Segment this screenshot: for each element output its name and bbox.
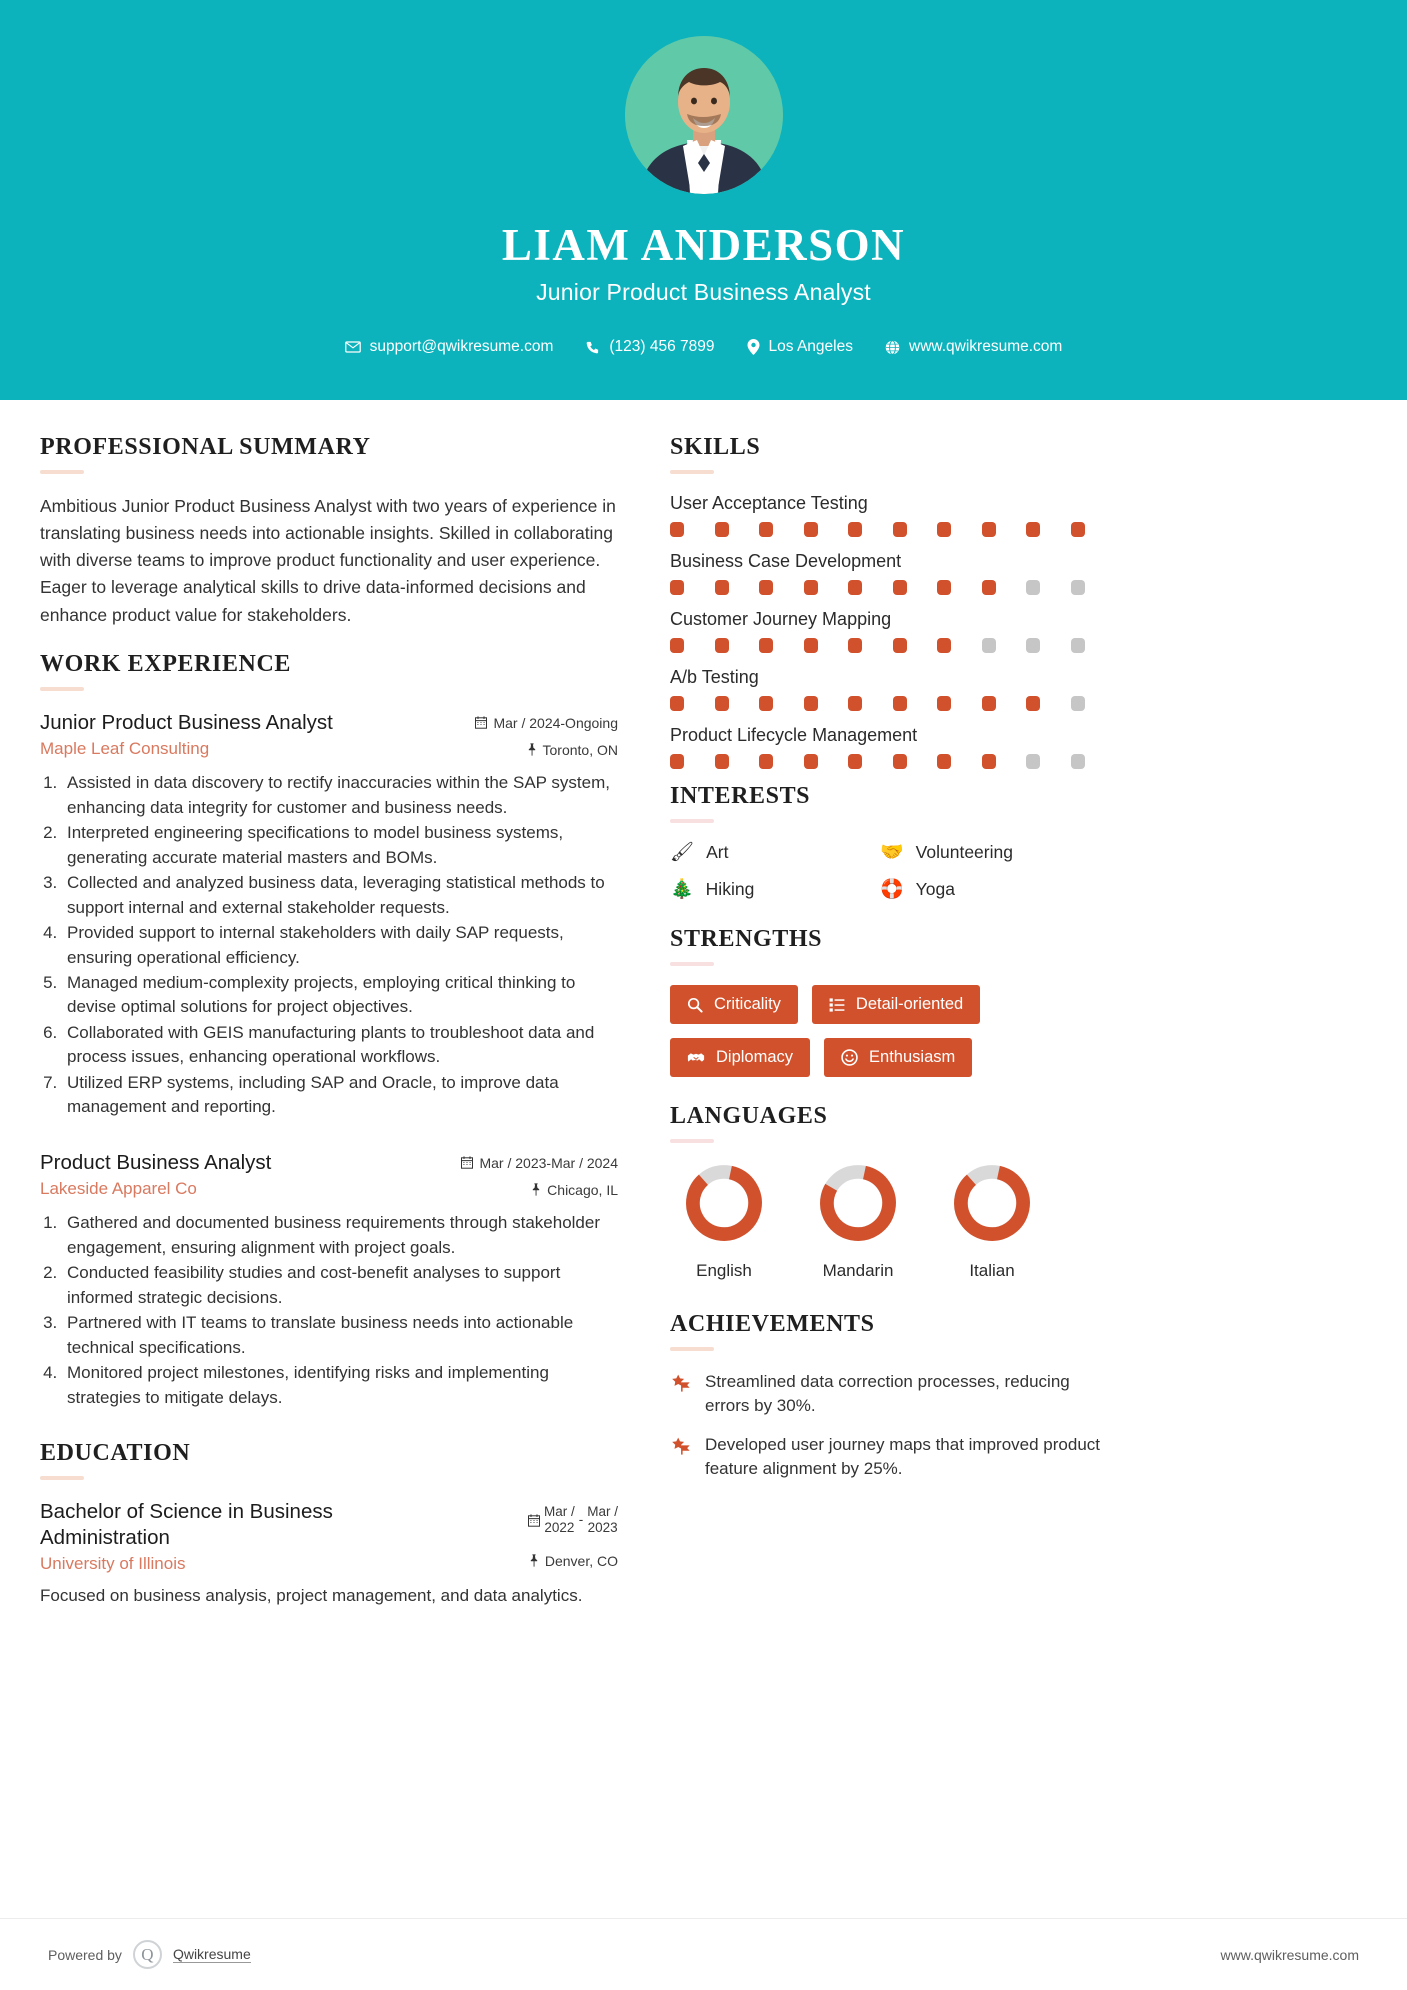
resume-body [0,400,1407,1920]
interest-item [880,879,1090,900]
skill-dot [982,638,996,653]
calendar-icon [461,1156,473,1169]
list-icon [829,997,845,1013]
languages-list [670,1162,1280,1281]
map-pin-icon [527,743,537,756]
job-company: Maple Leaf Consulting [40,739,210,759]
interest-label: Volunteering [915,842,1013,862]
skill-dot [982,696,996,711]
interests-heading: INTERESTS [670,783,811,809]
page-title: LIAM ANDERSON [501,220,906,270]
phone-icon [585,340,600,355]
contact-bar [329,338,1079,356]
education-start-year: 2022 [544,1520,575,1536]
skill-dot [982,522,996,537]
section-rule [670,819,714,823]
skill-label: Business Case Development [670,551,902,571]
job-bullet: 4. Provided support to internal stakeholders with daily SAP requests, ensuring operational efficiency. [62,921,618,970]
brand-link[interactable]: Qwikresume [172,1946,251,1962]
smiley-icon [841,1049,858,1066]
interest-label: Art [706,842,729,862]
skill-label: Product Lifecycle Management [670,725,918,745]
section-strengths [670,926,1280,1077]
job-bullets [40,1211,618,1410]
job-bullet: 2. Interpreted engineering specifications to model business systems, generating accurate material masters and BOMs. [62,821,618,870]
skill-dot [1071,696,1085,711]
skill-dot [848,638,862,653]
location-pin-icon [747,339,760,355]
language-item [944,1162,1040,1281]
skill-dot [670,580,684,595]
skill-dot [1026,754,1040,769]
avatar-photo [625,36,783,194]
language-item [676,1162,772,1281]
skill-level-meter [670,522,1085,537]
skill-dot [1026,638,1040,653]
achievement-text: Streamlined data correction processes, reducing errors by 30%. [705,1372,1070,1416]
education-end-year: 2023 [587,1520,618,1536]
section-skills [670,434,1280,769]
job-bullet: 1. Gathered and documented business requirements through stakeholder engagement, ensuring alignment with project goals. [62,1211,618,1260]
skill-row [670,493,1280,537]
section-rule [670,1139,714,1143]
section-rule [40,470,84,474]
skill-dot [804,754,818,769]
skill-dot [1071,522,1085,537]
achievements-heading: ACHIEVEMENTS [670,1311,875,1337]
paintbrush-icon: 🖌 [670,842,695,863]
skill-dot [759,696,773,711]
star-badge-icon [670,1373,691,1418]
education-dates [528,1504,618,1536]
education-note: Focused on business analysis, project management, and data analytics. [40,1586,583,1606]
skill-dot [804,638,818,653]
work-entry [40,1150,618,1410]
job-company: Lakeside Apparel Co [40,1179,197,1199]
job-bullet: 6. Collaborated with GEIS manufacturing plants to troubleshoot data and process issues, enhancing operational workflows. [62,1021,618,1070]
envelope-icon [345,339,361,355]
skill-dot [848,580,862,595]
skill-label: Customer Journey Mapping [670,609,892,629]
qwikresume-logo-icon: Q [133,1940,162,1969]
education-date-separator: - [578,1512,584,1528]
education-school: University of Illinois [40,1554,186,1574]
skill-dot [1071,580,1085,595]
interest-item [670,842,880,863]
calendar-icon [475,716,487,729]
skill-dot [759,638,773,653]
achievement-text: Developed user journey maps that improved product feature alignment by 25%. [705,1435,1100,1479]
section-rule [40,1476,84,1480]
interests-grid [670,842,1090,900]
skill-row [670,609,1280,653]
skill-dot [804,522,818,537]
strength-criticality [670,985,798,1024]
job-location-text: Chicago, IL [547,1181,618,1198]
skill-dot [848,754,862,769]
contact-website-text: www.qwikresume.com [909,338,1063,355]
skill-level-meter [670,638,1085,653]
skill-dot [893,580,907,595]
skill-label: User Acceptance Testing [670,493,868,513]
job-bullet: 4. Monitored project milestones, identifying risks and implementing strategies to mitigate delays. [62,1361,618,1410]
interest-label: Yoga [915,879,955,899]
education-heading: EDUCATION [40,1440,191,1467]
job-location [475,742,618,758]
interest-label: Hiking [705,879,755,899]
education-start-month: Mar / [543,1504,575,1520]
language-label: Italian [969,1261,1015,1280]
calendar-icon [528,1514,540,1527]
education-location [528,1553,618,1569]
summary-heading: PROFESSIONAL SUMMARY [40,434,371,460]
education-start-date [544,1504,575,1536]
skill-row [670,551,1280,595]
skill-dot [1026,696,1040,711]
section-achievements [670,1311,1280,1482]
footer-website[interactable]: www.qwikresume.com [1220,1946,1359,1963]
skill-row [670,725,1280,769]
strength-label: Enthusiasm [869,1048,956,1066]
skill-dot [670,754,684,769]
section-rule [670,1347,714,1351]
map-pin-icon [531,1183,541,1196]
contact-email[interactable] [329,338,570,356]
job-dates-text: Mar / 2023-Mar / 2024 [479,1154,618,1171]
strength-label: Criticality [714,995,781,1013]
globe-icon [885,340,900,355]
achievement-item [670,1433,1100,1481]
skill-dot [937,754,951,769]
interest-item [670,879,880,900]
education-end-month: Mar / [587,1504,618,1520]
skill-dot [715,580,729,595]
skill-level-meter [670,580,1085,595]
job-bullet: 5. Managed medium-complexity projects, employing critical thinking to devise optimal solutions for project objectives. [62,971,618,1020]
section-interests [670,783,1280,900]
skill-dot [937,522,951,537]
strength-detail-oriented [812,985,980,1024]
strengths-list [670,985,1090,1077]
avatar [625,36,783,194]
skill-dot [1071,754,1085,769]
skill-dot [804,696,818,711]
skill-dot [759,522,773,537]
contact-location[interactable] [731,338,869,356]
skill-dot [893,638,907,653]
lifebuoy-icon: 🛟 [880,879,904,900]
section-languages [670,1103,1280,1281]
skill-label: A/b Testing [670,667,759,687]
language-label: English [696,1261,752,1280]
skill-dot [715,522,729,537]
job-dates [461,1155,618,1171]
contact-website[interactable] [869,338,1078,356]
section-education [40,1440,618,1609]
skill-dot [982,754,996,769]
skill-level-meter [670,754,1085,769]
languages-heading: LANGUAGES [670,1103,828,1129]
skill-dot [982,580,996,595]
education-end-date [587,1504,618,1536]
skill-dot [759,580,773,595]
resume-header [0,0,1407,400]
skill-dot [937,580,951,595]
powered-by-label: Powered by [48,1946,122,1963]
strengths-heading: STRENGTHS [670,926,823,952]
job-role: Product Business Analyst [40,1150,272,1174]
language-donut-chart [817,1162,899,1244]
strength-label: Detail-oriented [855,995,964,1013]
contact-location-text: Los Angeles [768,338,853,355]
skill-dot [670,638,684,653]
footer [0,1918,1407,1990]
contact-email-text: support@qwikresume.com [369,338,554,355]
skill-dot [1026,522,1040,537]
language-donut-chart [683,1162,765,1244]
handshake-icon: 🤝 [880,842,904,863]
skills-list [670,493,1280,769]
job-role: Junior Product Business Analyst [40,710,333,734]
contact-phone-text: (123) 456 7899 [609,338,715,355]
skill-dot [670,522,684,537]
skill-dot [848,522,862,537]
section-professional-summary [40,434,618,629]
achievement-item [670,1370,1100,1418]
skill-dot [937,638,951,653]
job-dates-text: Mar / 2024-Ongoing [493,714,618,731]
interest-item [880,842,1090,863]
job-bullet: 3. Partnered with IT teams to translate business needs into actionable technical specifications. [62,1311,618,1360]
tree-icon: 🎄 [670,879,694,900]
section-work-experience [40,651,618,1411]
skills-heading: SKILLS [670,434,761,460]
skill-dot [1071,638,1085,653]
header-job-title: Junior Product Business Analyst [536,279,871,305]
skill-row [670,667,1280,711]
skill-dot [893,754,907,769]
job-bullet: 7. Utilized ERP systems, including SAP and Oracle, to improve data management and reporting. [62,1071,618,1120]
language-donut-chart [951,1162,1033,1244]
powered-by-group [48,1940,251,1969]
strength-label: Diplomacy [716,1048,794,1066]
right-column [640,400,1280,1920]
job-location-text: Toronto, ON [542,741,618,758]
work-heading: WORK EXPERIENCE [40,650,292,677]
work-entry [40,710,618,1120]
job-bullet: 3. Collected and analyzed business data, leveraging statistical methods to support internal and external stakeholder requests. [62,871,618,920]
left-column [40,400,640,1920]
education-location-text: Denver, CO [544,1552,618,1569]
search-icon [687,997,703,1013]
star-badge-icon [670,1436,691,1481]
job-bullet: 2. Conducted feasibility studies and cost-benefit analyses to support informed strategic decisions. [62,1261,618,1310]
skill-dot [893,522,907,537]
summary-text: Ambitious Junior Product Business Analyst with two years of experience in translating business needs into actionable insights. Skilled in collaborating with diverse teams to improve product functionality and user experience. Eager to leverage analytical skills to drive data-informed decisions and enhance product value for stakeholders. [40,496,616,625]
job-location [461,1182,618,1198]
map-pin-icon [529,1554,539,1567]
skill-dot [848,696,862,711]
contact-phone[interactable] [569,338,730,356]
skill-dot [937,696,951,711]
strength-enthusiasm [824,1038,972,1077]
strength-diplomacy [670,1038,810,1077]
skill-dot [670,696,684,711]
language-item [810,1162,906,1281]
handshake-icon [687,1051,705,1065]
skill-level-meter [670,696,1085,711]
education-degree: Bachelor of Science in Business Administration [40,1500,333,1549]
section-rule [670,470,714,474]
skill-dot [1026,580,1040,595]
skill-dot [893,696,907,711]
language-label: Mandarin [822,1261,894,1280]
skill-dot [804,580,818,595]
job-bullet: 1. Assisted in data discovery to rectify inaccuracies within the SAP system, enhancing data integrity for customer and business needs. [62,771,618,820]
section-rule [40,687,84,691]
job-bullets [40,771,618,1120]
section-rule [670,962,714,966]
skill-dot [715,754,729,769]
skill-dot [715,638,729,653]
skill-dot [715,696,729,711]
job-dates [475,715,618,731]
skill-dot [759,754,773,769]
